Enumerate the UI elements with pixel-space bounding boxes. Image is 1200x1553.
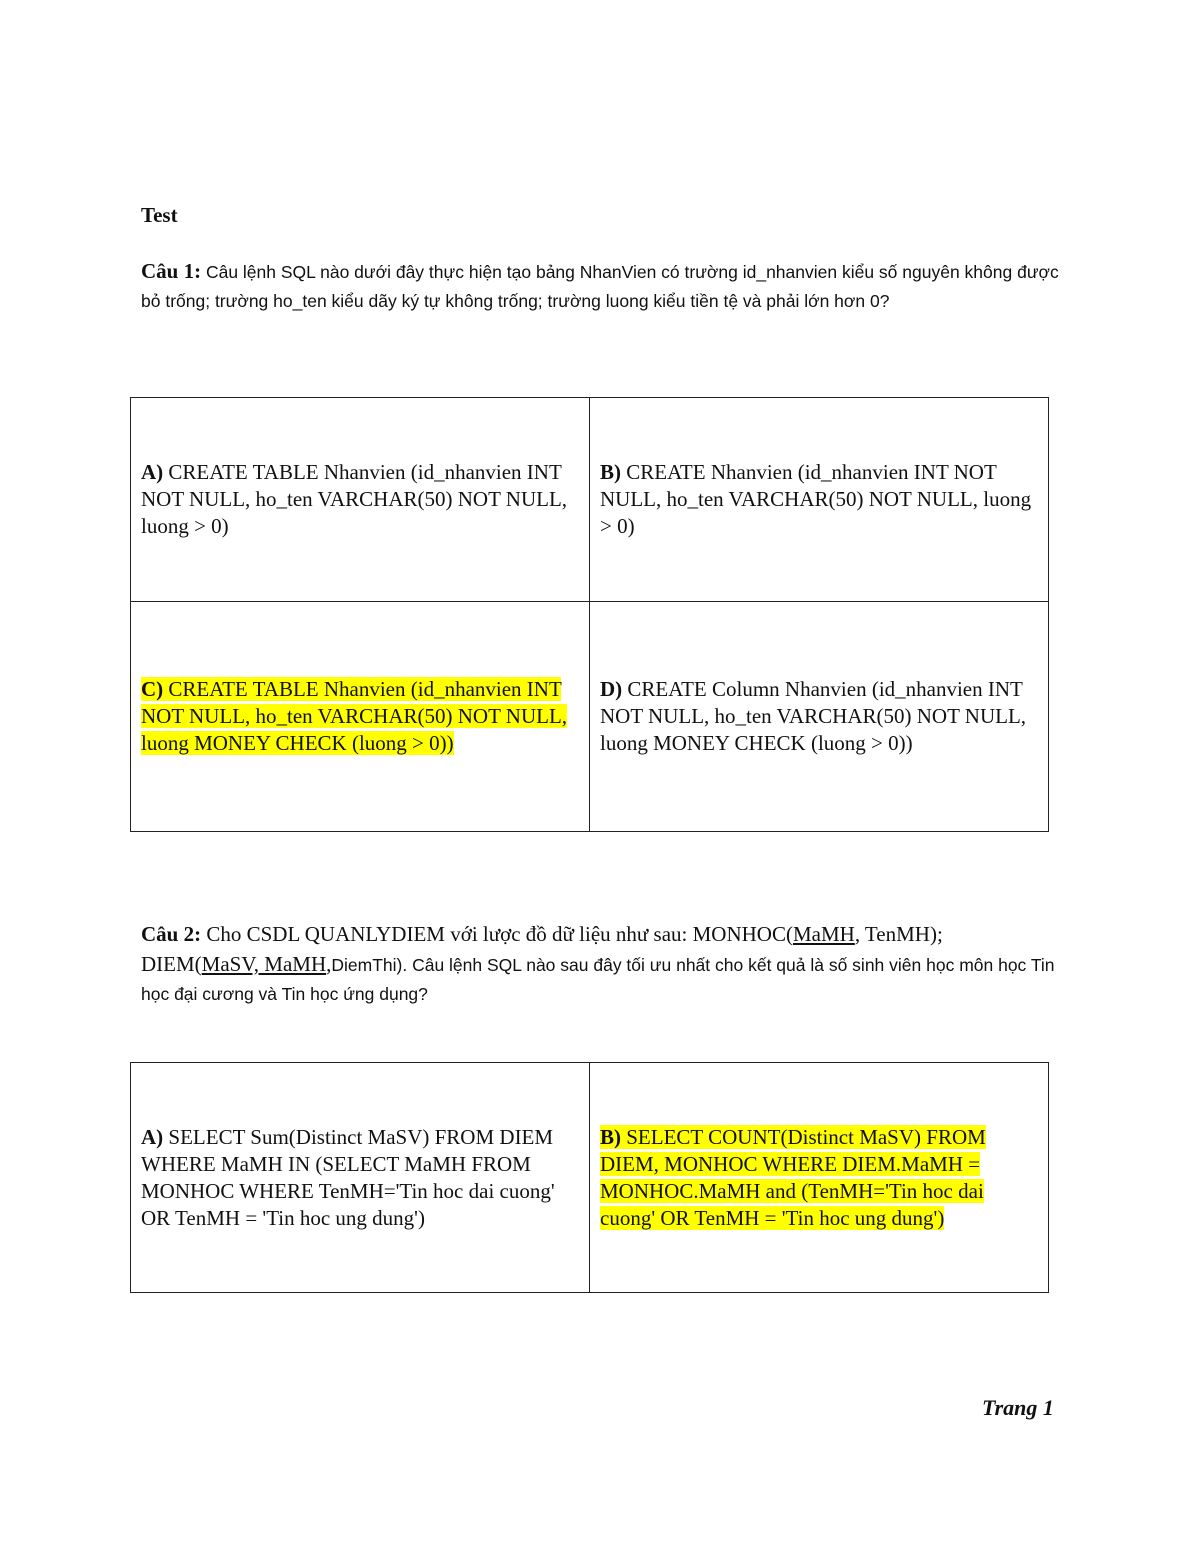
- question-1-text: Câu lệnh SQL nào dưới đây thực hiện tạo bảng NhanVien có trường id_nhanvien kiểu số nguyên không được bỏ trống; trường ho_ten kiểu dãy ký tự không trống; trường luong kiểu tiền tệ và phải lớn hơn 0?: [141, 262, 1059, 311]
- q2-option-a: [131, 1063, 590, 1293]
- q1-option-d-label: D): [600, 677, 623, 701]
- q2-option-b-text: SELECT COUNT(Distinct MaSV) FROM DIEM, MONHOC WHERE DIEM.MaMH = MONHOC.MaMH and (TenMH='Tin hoc dai cuong' OR TenMH = 'Tin hoc ung dung'): [600, 1124, 986, 1230]
- question-2: [141, 920, 1061, 1009]
- question-1-options-table: [130, 397, 1049, 832]
- q2-option-a-content: [141, 1125, 555, 1230]
- q1-option-c-content-highlighted: [141, 677, 567, 755]
- q1-option-c-label: C): [141, 677, 164, 701]
- question-2-key1: MaMH: [792, 922, 855, 946]
- q1-option-a: [131, 398, 590, 602]
- q1-option-b-text: CREATE Nhanvien (id_nhanvien INT NOT NULL, ho_ten VARCHAR(50) NOT NULL, luong > 0): [600, 460, 1032, 538]
- q1-option-d-text: CREATE Column Nhanvien (id_nhanvien INT NOT NULL, ho_ten VARCHAR(50) NOT NULL, luong MONEY CHECK (luong > 0)): [600, 677, 1027, 755]
- q2-option-a-text: SELECT Sum(Distinct MaSV) FROM DIEM WHERE MaMH IN (SELECT MaMH FROM MONHOC WHERE TenMH='Tin hoc dai cuong' OR TenMH = 'Tin hoc ung dung'): [141, 1124, 555, 1230]
- q1-option-c: [131, 602, 590, 832]
- question-2-label: Câu 2:: [141, 922, 202, 946]
- page-heading: Test: [141, 203, 178, 227]
- q2-option-b-label: B): [600, 1124, 621, 1149]
- q1-option-a-content: [141, 460, 567, 538]
- q1-option-b: [590, 398, 1049, 602]
- q1-option-b-label: B): [600, 460, 621, 484]
- q2-option-b: [590, 1063, 1049, 1293]
- q1-option-a-text: CREATE TABLE Nhanvien (id_nhanvien INT NOT NULL, ho_ten VARCHAR(50) NOT NULL, luong > 0): [141, 460, 568, 538]
- page-number: Trang 1: [982, 1395, 1054, 1420]
- q1-option-c-text: CREATE TABLE Nhanvien (id_nhanvien INT NOT NULL, ho_ten VARCHAR(50) NOT NULL, luong MONEY CHECK (luong > 0)): [141, 677, 568, 755]
- question-2-key2: MaSV, MaMH: [201, 952, 327, 976]
- question-2-text-part4: DiemThi). Câu lệnh SQL nào sau đây tối ưu nhất cho kết quả là số sinh viên học môn học Tin học đại cương và Tin học ứng dụng?: [141, 955, 1055, 1004]
- question-2-options-table: [130, 1062, 1049, 1293]
- q1-option-d-content: [600, 677, 1026, 755]
- q2-option-a-label: A): [141, 1124, 164, 1149]
- q1-option-b-content: [600, 460, 1031, 538]
- question-2-text-part2: , TenMH); DIEM(: [141, 922, 943, 976]
- q2-option-b-content-highlighted: [600, 1125, 986, 1230]
- q1-option-d: [590, 602, 1049, 832]
- question-2-text-part1: Cho CSDL QUANLYDIEM với lược đồ dữ liệu như sau: MONHOC(: [201, 922, 793, 946]
- question-1: [141, 257, 1061, 316]
- q1-option-a-label: A): [141, 460, 164, 484]
- question-1-label: Câu 1:: [141, 259, 202, 283]
- question-2-text-part3: ,: [326, 952, 332, 976]
